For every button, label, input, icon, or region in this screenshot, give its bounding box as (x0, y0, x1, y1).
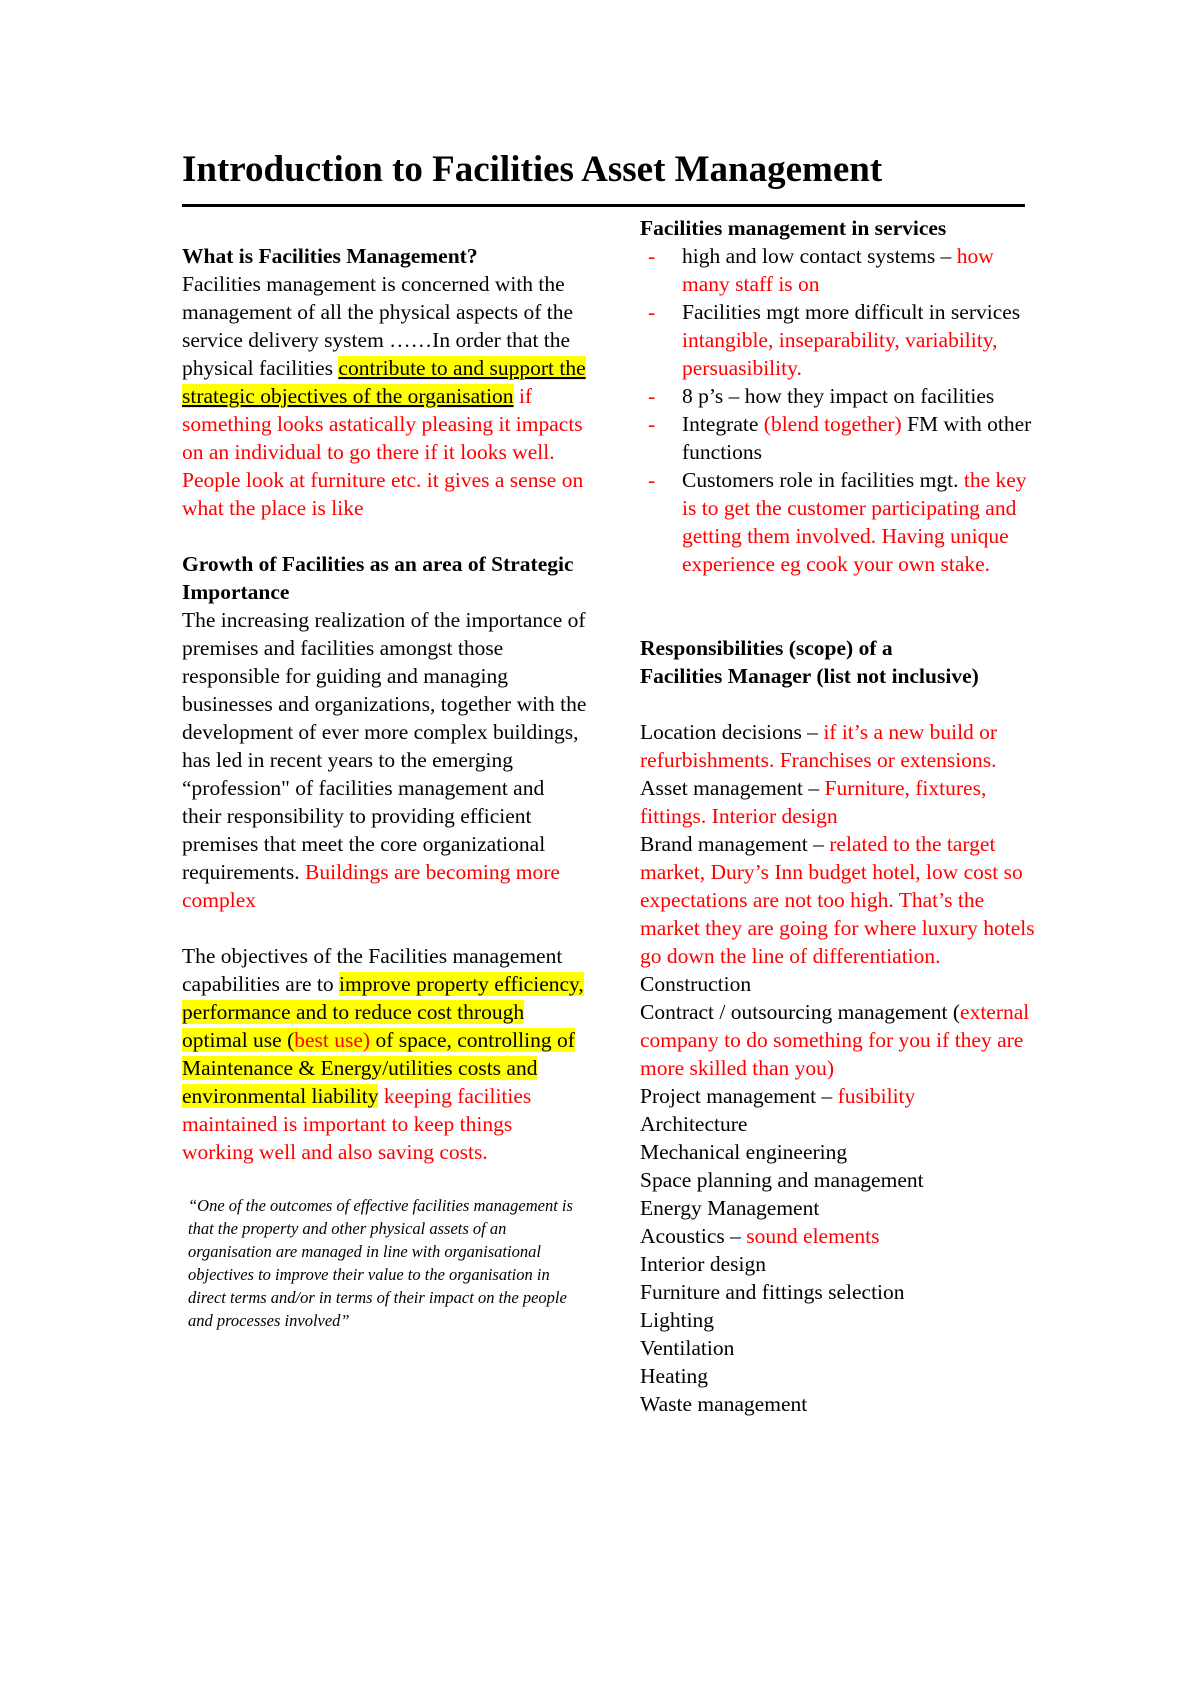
list-item: Construction (640, 972, 752, 996)
list-item: - Integrate (blend together) FM with other functions (640, 410, 1035, 466)
list-item: - high and low contact systems – how many staff is on (640, 242, 1035, 298)
paragraph-growth: The increasing realization of the importance of premises and facilities amongst those responsible for guiding and managing businesses and organizations, together with the development of ever more complex buildings, has led in recent years to the emerging “profession" of facilities management and their responsibility to providing efficient premises that meet the core organizational requirements. Buildings are becoming more complex (182, 608, 587, 912)
section-heading-growth: Growth of Facilities as an area of Strategic Importance (182, 552, 574, 604)
responsibilities-list (640, 718, 1035, 1418)
list-item: Furniture and fittings selection (640, 1280, 905, 1304)
paragraph-what-is-fm: Facilities management is concerned with the management of all the physical aspects of the service delivery system ……In order that the physical facilities contribute to and support the strategic objectives of the organisation if something looks astatically pleasing it impacts on an individual to go there if it looks well. People look at furniture etc. it gives a sense on what the place is like (182, 272, 586, 520)
annotation-note: if something looks astatically pleasing it impacts on an individual to go there if it looks well. People look at furniture etc. it gives a sense on what the place is like (182, 384, 584, 520)
title-rule (182, 204, 1025, 207)
list-item: - Facilities mgt more difficult in services intangible, inseparability, variability, persuasibility. (640, 298, 1035, 382)
highlighted-text: contribute to and support the strategic objectives of the organisation (182, 356, 586, 408)
list-item: Lighting (640, 1308, 715, 1332)
list-item: Energy Management (640, 1196, 820, 1220)
list-item: Heating (640, 1364, 709, 1388)
list-item: Ventilation (640, 1336, 735, 1360)
right-column (640, 214, 1035, 1418)
list-item: Waste management (640, 1392, 808, 1416)
document-title: Introduction to Facilities Asset Management (182, 149, 883, 190)
list-item: - Customers role in facilities mgt. the key is to get the customer participating and getting them involved. Having unique experience eg cook your own stake. (640, 466, 1035, 578)
list-item: Location decisions – if it’s a new build or refurbishments. Franchises or extensions. (640, 720, 998, 772)
list-item: Space planning and management (640, 1168, 924, 1192)
list-item: Asset management – Furniture, fixtures, fittings. Interior design (640, 776, 987, 828)
list-item: - 8 p’s – how they impact on facilities (640, 382, 1035, 410)
list-item: Interior design (640, 1252, 766, 1276)
annotation-note: Buildings are becoming more complex (182, 860, 560, 912)
highlighted-text: improve property efficiency, performance and to reduce cost through optimal use (best use) of space, controlling of Maintenance & Energy/utilities costs and environmental liability (182, 972, 584, 1108)
left-column (182, 214, 587, 1332)
list-item: Mechanical engineering (640, 1140, 848, 1164)
quote-block: “One of the outcomes of effective facilities management is that the property and other physical assets of an organisation are managed in line with organisational objectives to improve their value to the organisation in direct terms and/or in terms of their impact on the people and processes involved” (188, 1196, 573, 1330)
section-heading-what-is-fm: What is Facilities Management? (182, 244, 478, 268)
paragraph-objectives: The objectives of the Facilities management capabilities are to improve property efficiency, performance and to reduce cost through optimal use (best use) of space, controlling of Maintenance & Energy/utilities costs and environmental liability keeping facilities maintained is important to keep things working well and also saving costs. (182, 944, 584, 1164)
list-item: Acoustics – sound elements (640, 1224, 880, 1248)
annotation-note: keeping facilities maintained is important to keep things working well and also saving costs. (182, 1084, 532, 1164)
list-item: Project management – fusibility (640, 1084, 916, 1108)
list-item: Brand management – related to the target market, Dury’s Inn budget hotel, low cost so expectations are not too high. That’s the market they are going for where luxury hotels go down the line of differentiation. (640, 832, 1035, 968)
list-item: Architecture (640, 1112, 748, 1136)
list-item: Contract / outsourcing management (external company to do something for you if they are more skilled than you) (640, 1000, 1030, 1080)
services-bullet-list (640, 242, 1035, 578)
section-heading-responsibilities-line2: Facilities Manager (list not inclusive) (640, 664, 979, 688)
section-heading-services: Facilities management in services (640, 216, 947, 240)
section-heading-responsibilities: Responsibilities (scope) of a (640, 636, 893, 660)
